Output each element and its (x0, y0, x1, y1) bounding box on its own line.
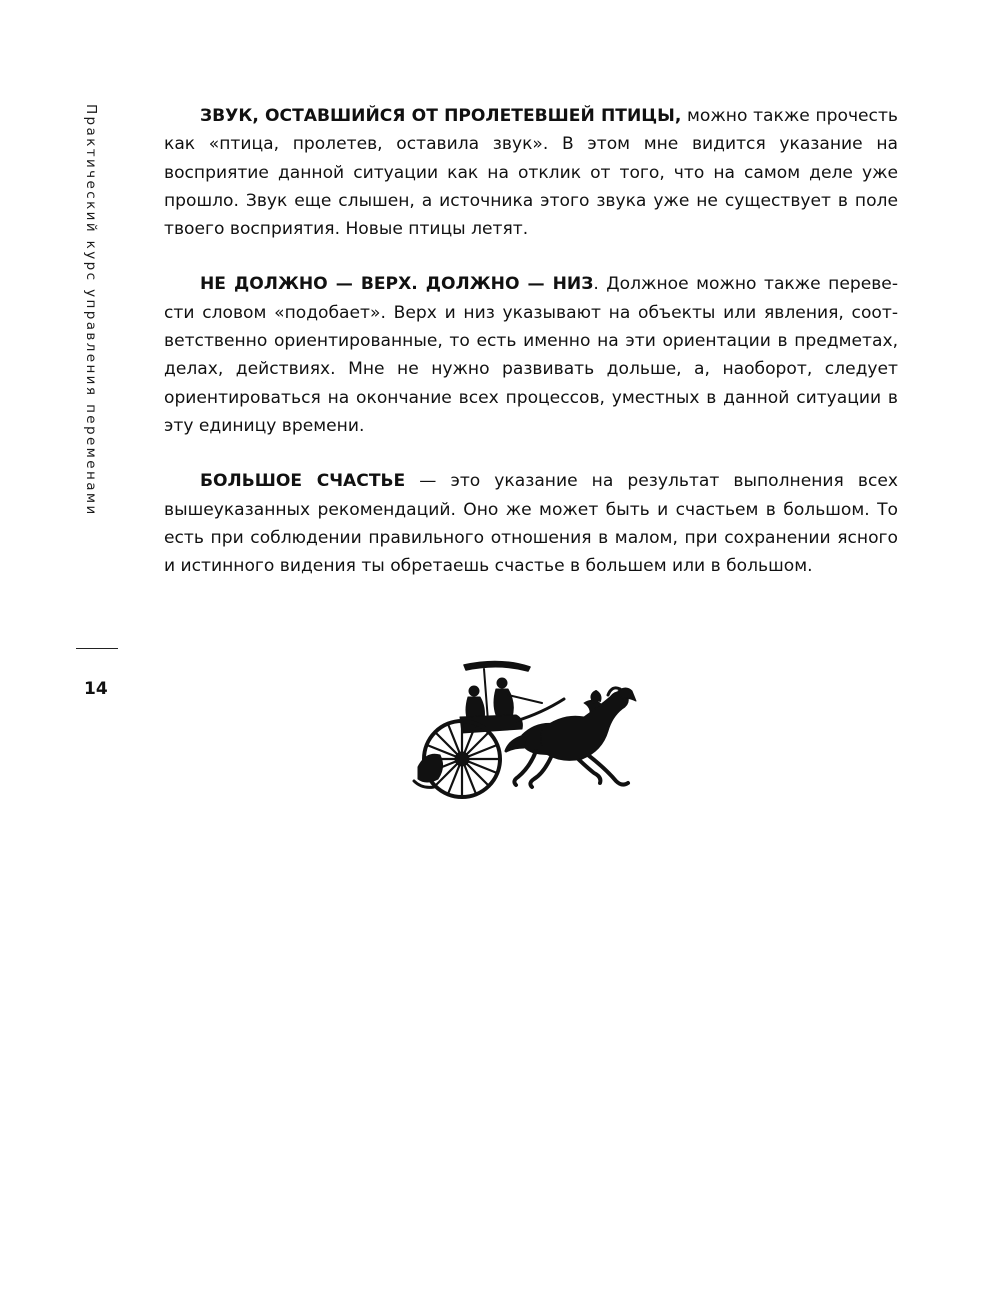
paragraph-top-bottom (164, 270, 898, 440)
paragraph-body: . Должное можно также перевести словом «подобает». Верх и низ указывают на объекты или явления, соответственно ориентированные, то есть именно на эти ориентации в предметах, делах, действиях. Мне не нужно развивать дольше, а, наоборот, следует ориентироваться на окончание всех процессов, уместных в данной ситуации в эту единицу времени. (164, 274, 898, 436)
paragraph-body: — это указание на результат выполнения всех вышеуказанных рекомендаций. Оно же может быть и счастьем в большом. То есть при соблюдении правильного отношения в малом, при сохранении ясного и истинного видения ты обретаешь счастье в большем или в большом. (164, 471, 898, 577)
paragraph-lead: НЕ ДОЛЖНО — ВЕРХ. ДОЛЖНО — НИЗ (200, 274, 594, 295)
page-number-rule (76, 648, 118, 649)
paragraph-body: можно также прочесть как «птица, пролетев, оставила звук». В этом мне видится указание на восприятие данной ситуации как на отклик от того, что на самом деле уже прошло. Звук еще слышен, а источника этого звука уже не существует в поле твоего восприятия. Новые птицы летят. (164, 106, 898, 240)
paragraph-great-happiness (164, 467, 898, 580)
running-head: Практический курс управления переменами (83, 104, 99, 517)
page-number: 14 (84, 679, 108, 699)
chariot-with-horses-icon (412, 655, 640, 805)
paragraph-lead: БОЛЬШОЕ СЧАСТЬЕ (200, 471, 406, 492)
body-text (164, 102, 898, 607)
paragraph-lead: ЗВУК, ОСТАВШИЙСЯ ОТ ПРОЛЕТЕВШЕЙ ПТИЦЫ, (200, 106, 682, 126)
paragraph-bird-sound (164, 102, 898, 243)
